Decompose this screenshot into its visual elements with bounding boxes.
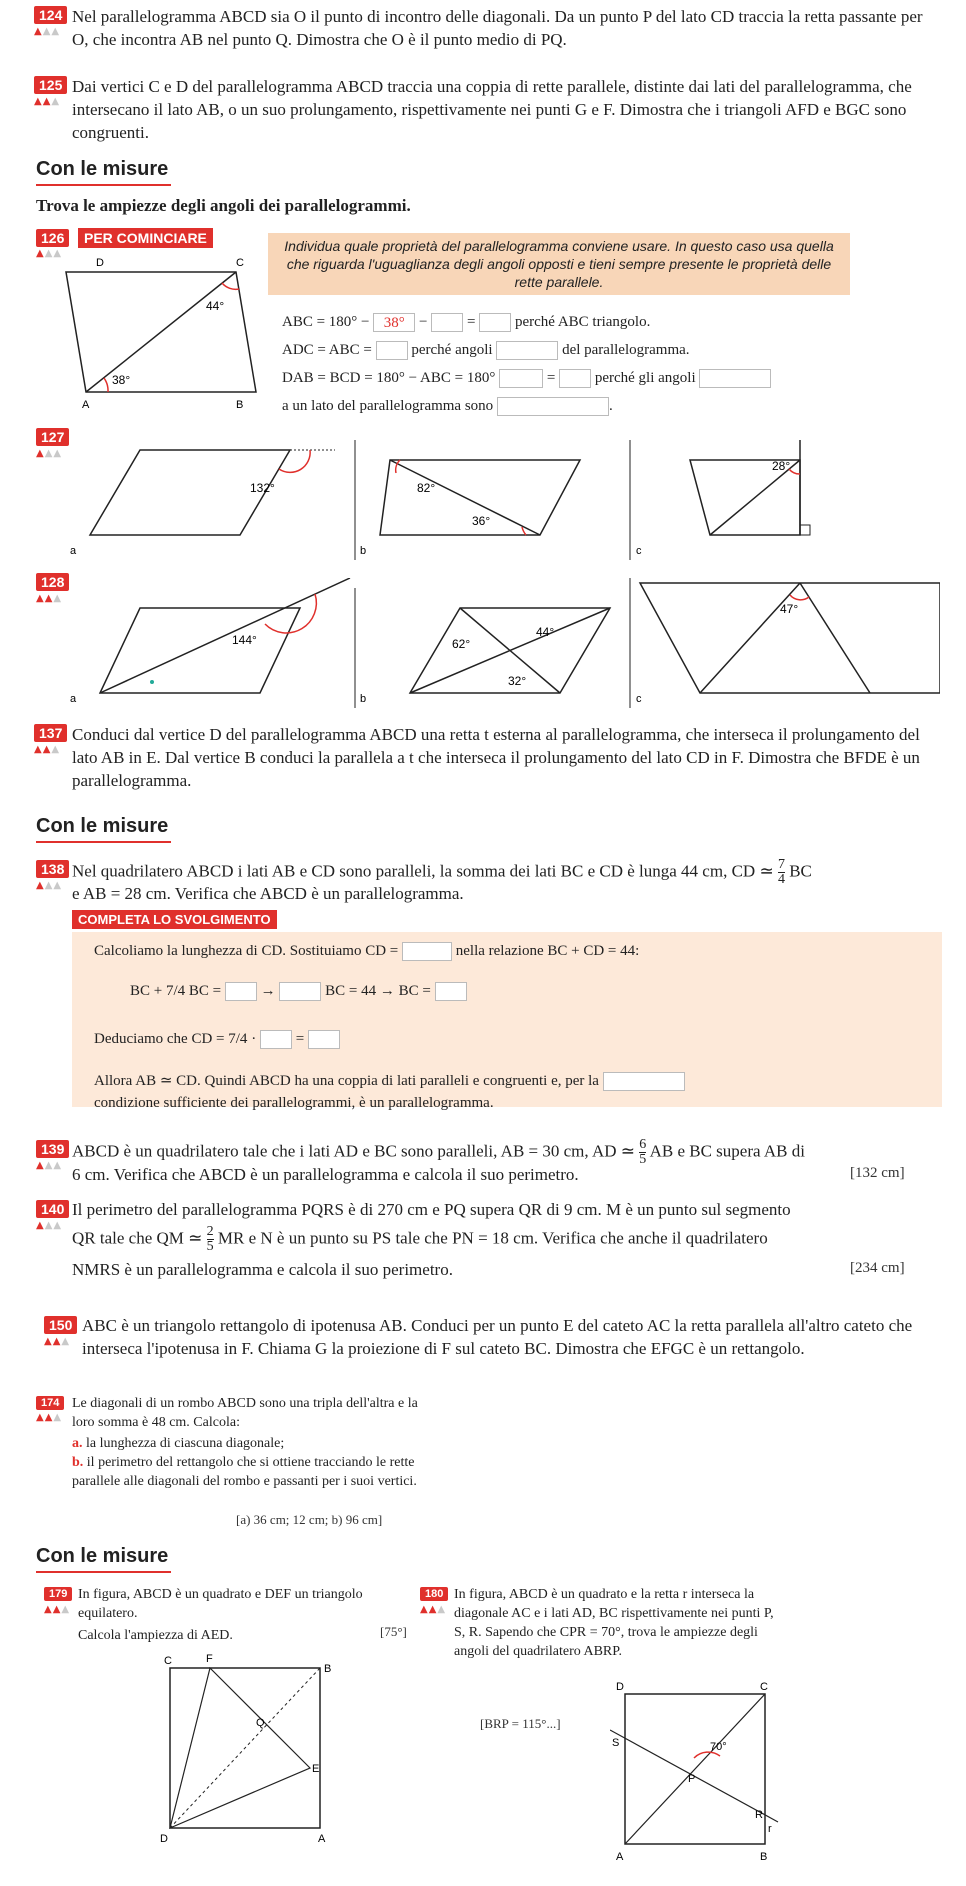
vertex-label: P	[688, 1773, 696, 1785]
angle-label: 28°	[772, 459, 791, 473]
answer: [234 cm]	[850, 1260, 905, 1276]
vertex-label: Q	[256, 1717, 265, 1729]
step-line: condizione sufficiente dei parallelogrammi, è un parallelogramma.	[94, 1095, 494, 1111]
start-tag: PER COMINCIARE	[78, 228, 213, 248]
vertex-label: D	[616, 1682, 624, 1693]
vertex-label: B	[760, 1851, 768, 1863]
vertex-label: F	[206, 1653, 213, 1665]
difficulty-icon: ▲▲▲	[36, 1160, 63, 1171]
angle-label: 36°	[472, 514, 491, 528]
answer: [BRP = 115°...]	[480, 1716, 561, 1731]
exercise-text: In figura, ABCD è un quadrato e DEF un triangolo equilatero.	[78, 1587, 363, 1621]
exercise-text: QR tale che QM ≃ $\frac{2}{5}$ MR e N è un punto su PS tale che PN = 18 cm. Verifica che anche il quadrilatero	[72, 1224, 768, 1254]
figure-126	[36, 252, 266, 412]
exercise-number: 125	[34, 76, 67, 94]
answer: [132 cm]	[850, 1165, 905, 1181]
angle-label: 44°	[206, 299, 225, 313]
exercise-number: 139	[36, 1140, 69, 1158]
angle-arc	[222, 283, 239, 289]
angle-label: 44°	[536, 625, 555, 639]
exercise-text: 6 cm. Verifica che ABCD è un parallelogramma e calcola il suo perimetro.	[72, 1165, 579, 1184]
exercise-text: ABC è un triangolo rettangolo di ipotenusa AB. Conduci per un punto E del cateto AC la retta parallela all'altro cateto che interseca l'ipotenusa in F. Chiama G la proiezione di F sul cateto BC. Dimostra che EFGC è un rettangolo.	[82, 1316, 913, 1358]
complete-tag: COMPLETA LO SVOLGIMENTO	[72, 910, 277, 929]
exercise-text: Le diagonali di un rombo ABCD sono una tripla dell'altra e la loro somma è 48 cm. Calcola:	[72, 1396, 418, 1430]
exercise-text: Il perimetro del parallelogramma PQRS è di 270 cm e PQ supera QR di 9 cm. M è un punto sul segmento	[72, 1200, 791, 1219]
exercise-text: Conduci dal vertice D del parallelogramma ABCD una retta t esterna al parallelogramma, che interseca il prolungamento del lato AB in E. Dal vertice B conduci la parallela a t che interseca il prolungamento del lato CD in F. Dimostra che BFDE è un parallelogramma.	[72, 725, 920, 790]
section-underline	[36, 841, 171, 843]
difficulty-icon: ▲▲▲	[36, 880, 63, 891]
step-line: Allora AB ≃ CD. Quindi ABCD ha una coppia di lati paralleli e congruenti e, per la	[94, 1072, 934, 1091]
vertex-label: E	[312, 1763, 320, 1775]
angle-label: 47°	[780, 602, 799, 616]
step-line: DAB = BCD = 180° − ABC = 180° = perché gli angoli	[282, 369, 771, 388]
exercise-number: 124	[34, 6, 67, 24]
difficulty-icon: ▲▲▲	[420, 1604, 447, 1615]
exercise-text: Dai vertici C e D del parallelogramma ABCD traccia una coppia di rette parallele, distinte dai lati del parallelogramma, che intersecano il lato AB, o un suo prolungamento, rispettivamente nei punti G e F. Dimostra che i triangoli AFD e BGC sono congruenti.	[72, 77, 912, 142]
angle-label: 70°	[710, 1741, 727, 1753]
exercise-number: 174	[36, 1396, 64, 1410]
angle-label: 132°	[250, 481, 275, 495]
diagonal-line	[86, 272, 236, 392]
figure-179	[160, 1648, 340, 1848]
difficulty-icon: ▲▲▲	[44, 1604, 71, 1615]
vertex-label: r	[768, 1823, 772, 1835]
filled-box: 38°	[373, 313, 415, 332]
section-title: Con le misure	[36, 815, 169, 837]
angle-label: 144°	[232, 633, 257, 647]
figure-label: c	[636, 545, 642, 557]
difficulty-icon: ▲▲▲	[36, 593, 63, 604]
figure-label: b	[360, 545, 367, 557]
step-line: a un lato del parallelogramma sono .	[282, 397, 613, 416]
exercise-number: 180	[420, 1587, 448, 1601]
difficulty-icon: ▲▲▲	[34, 26, 61, 37]
item-a: a. la lunghezza di ciascuna diagonale;	[72, 1436, 285, 1451]
figure-label: b	[360, 693, 367, 705]
step-line: BC + 7/4 BC = → BC = 44 → BC =	[130, 982, 467, 1001]
figure-label: a	[70, 693, 77, 705]
difficulty-icon: ▲▲▲	[36, 1412, 63, 1423]
exercise-number: 137	[34, 724, 67, 742]
answer: [a) 36 cm; 12 cm; b) 96 cm]	[236, 1512, 383, 1527]
vertex-label: R	[755, 1809, 763, 1821]
figure-127	[60, 440, 940, 560]
figure-label: c	[636, 693, 642, 705]
step-line: ABC = 180° − 38° − = perché ABC triangolo.	[282, 314, 651, 332]
exercise-text: Nel parallelogramma ABCD sia O il punto di incontro delle diagonali. Da un punto P del lato CD traccia la retta passante per O, che incontra AB nel punto Q. Dimostra che O è il punto medio di PQ.	[72, 7, 923, 49]
difficulty-icon: ▲▲▲	[34, 96, 61, 107]
vertex-label: A	[616, 1851, 624, 1863]
exercise-text: In figura, ABCD è un quadrato e la retta r interseca la diagonale AC e i lati AD, BC rispettivamente nei punti P, S, R. Sapendo che CPR = 70°, trova le ampiezze degli angoli del quadrilatero ABRP.	[454, 1587, 774, 1659]
hint-box: Individua quale proprietà del parallelogramma conviene usare. In questo caso usa quella che riguarda l'uguaglianza degli angoli opposti e tieni sempre presente le proprietà delle rette parallele.	[268, 233, 850, 295]
angle-label: 62°	[452, 637, 471, 651]
exercise-text: e AB = 28 cm. Verifica che ABCD è un parallelogramma.	[72, 884, 464, 903]
difficulty-icon: ▲▲▲	[34, 744, 61, 755]
section-underline	[36, 1571, 171, 1573]
section-title: Con le misure	[36, 158, 169, 180]
step-line: ADC = ABC = perché angoli del parallelogramma.	[282, 341, 690, 360]
vertex-label: C	[760, 1682, 768, 1693]
vertex-label: C	[236, 257, 244, 269]
difficulty-icon: ▲▲▲	[36, 448, 63, 459]
figure-180	[610, 1682, 780, 1872]
difficulty-icon: ▲▲▲	[44, 1336, 71, 1347]
vertex-label: A	[82, 399, 90, 411]
difficulty-icon: ▲▲▲	[36, 1220, 63, 1231]
exercise-number: 128	[36, 573, 69, 591]
exercise-number: 179	[44, 1587, 72, 1601]
vertex-label: C	[164, 1655, 172, 1667]
vertex-label: S	[612, 1737, 620, 1749]
angle-arc	[104, 378, 108, 392]
difficulty-icon: ▲▲▲	[36, 248, 63, 259]
vertex-label: D	[96, 257, 104, 269]
section-subtitle: Trova le ampiezze degli angoli dei parallelogrammi.	[36, 196, 411, 215]
angle-label: 32°	[508, 674, 527, 688]
exercise-number: 138	[36, 860, 69, 878]
exercise-number: 127	[36, 428, 69, 446]
section-title: Con le misure	[36, 1545, 169, 1567]
exercise-text: ABCD è un quadrilatero tale che i lati AD e BC sono paralleli, AB = 30 cm, AD ≃ $\frac{6}{5}$ AB e BC supera AB di	[72, 1137, 805, 1167]
figure-label: a	[70, 545, 77, 557]
vertex-label: B	[324, 1663, 332, 1675]
angle-label: 82°	[417, 481, 436, 495]
angle-label: 38°	[112, 373, 131, 387]
answer: [75°]	[380, 1624, 407, 1639]
question: Calcola l'ampiezza di AED.	[78, 1628, 233, 1643]
item-b: b. il perimetro del rettangolo che si ottiene tracciando le rette parallele alle diagonali del rombo e passanti per i suoi vertici.	[72, 1455, 417, 1489]
exercise-number: 140	[36, 1200, 69, 1218]
figure-128	[60, 578, 940, 708]
exercise-number: 126	[36, 229, 69, 247]
vertex-label: A	[318, 1833, 326, 1845]
section-underline	[36, 184, 171, 186]
vertex-label: D	[160, 1833, 168, 1845]
exercise-number: 150	[44, 1316, 77, 1334]
step-line: Calcoliamo la lunghezza di CD. Sostituiamo CD = nella relazione BC + CD = 44:	[94, 942, 639, 961]
exercise-text: Nel quadrilatero ABCD i lati AB e CD sono paralleli, la somma dei lati BC e CD è lunga 44 cm, CD ≃ $\frac{7}{4}$ BC	[72, 857, 812, 887]
step-line: Deduciamo che CD = 7/4 · =	[94, 1030, 340, 1049]
vertex-label: B	[236, 399, 244, 411]
exercise-text: NMRS è un parallelogramma e calcola il suo perimetro.	[72, 1260, 453, 1279]
